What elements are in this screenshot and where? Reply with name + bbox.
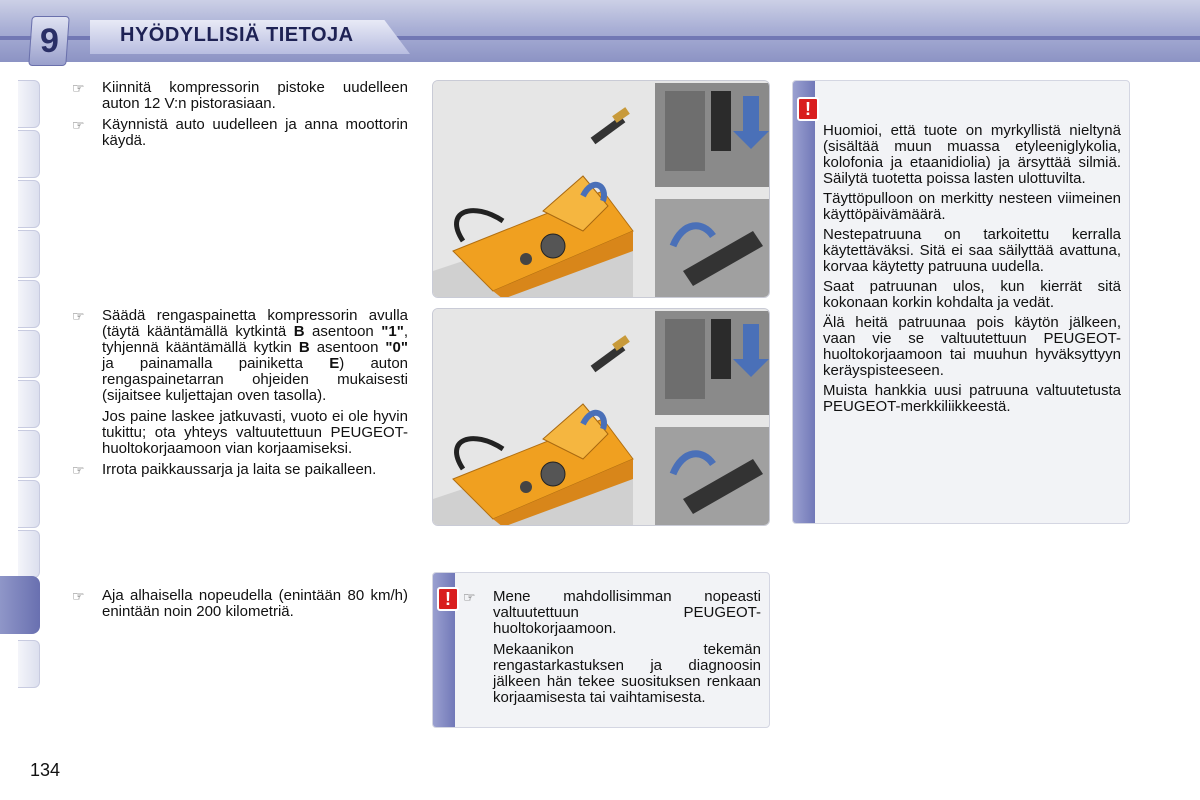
side-tab-active-chapter-9[interactable] (0, 576, 40, 634)
chapter-tab (28, 16, 69, 66)
instruction-text: Aja alhaisella nopeudella (enintään 80 km/h) enintään noin 200 kilometriä. (102, 587, 408, 620)
instruction-text: Käynnistä auto uudelleen ja anna moottorin käydä. (102, 116, 408, 149)
warning-exclamation-icon: ! (437, 587, 459, 611)
warning-box-sealant (792, 80, 1130, 524)
side-tab[interactable] (18, 180, 40, 228)
side-tab[interactable] (18, 130, 40, 178)
side-tab[interactable] (18, 480, 40, 528)
list-item (72, 80, 408, 112)
instructions-block-3 (72, 588, 408, 625)
side-tab[interactable] (18, 640, 40, 688)
warning-box-repair (432, 572, 770, 728)
compressor-illustration-2 (432, 308, 770, 526)
instruction-paragraph: Jos paine laskee jatkuvasti, vuoto ei ole hyvin tukittu; ota yhteys valtuutettuun PEUGEOT-huoltokorjaamoon vian korjaamiseksi. (102, 408, 408, 457)
instructions-block-1 (72, 80, 408, 154)
side-tab[interactable] (18, 280, 40, 328)
chapter-number: 9 (39, 21, 59, 60)
list-item (72, 462, 408, 478)
warning-paragraph: Älä heitä patruunaa pois käytön jälkeen, vaan vie se valtuutettuun PEUGEOT-huoltokorjaamoon tai muuhun hyväksyttyyn keräyspisteeseen. (823, 314, 1121, 379)
warning-paragraph: Huomioi, että tuote on myrkyllistä nieltynä (sisältää muun muassa etyleeniglykolia, kolofonia ja etaanidiolia) ja ärsyttää silmiä. Säilytä tuotetta poissa lasten ulottuvilta. (823, 122, 1121, 187)
side-tab[interactable] (18, 330, 40, 378)
warning-paragraph: Mekaanikon tekemän rengastarkastuksen ja diagnoosin jälkeen hän tekee suosituksen renkaan korjaamisesta tai vaihtamisesta. (493, 641, 761, 706)
compressor-drawing (433, 309, 770, 526)
instruction-text: Irrota paikkaussarja ja laita se paikalleen. (102, 461, 377, 478)
warning-paragraph: Muista hankkia uusi patruuna valtuutetusta PEUGEOT-merkkiliikkeestä. (823, 382, 1121, 415)
warning-bullet-text: Mene mahdollisimman nopeasti valtuutettuun PEUGEOT-huoltokorjaamoon. (493, 588, 761, 637)
warning-exclamation-icon: ! (797, 97, 819, 121)
warning-text (823, 123, 1121, 419)
compressor-drawing (433, 81, 770, 298)
list-item (463, 589, 761, 637)
pointing-hand-icon: ☞ (463, 589, 476, 605)
side-tab[interactable] (18, 80, 40, 128)
warning-text (463, 589, 761, 711)
pointing-hand-icon: ☞ (72, 117, 85, 133)
warning-paragraph: Saat patruunan ulos, kun kierrät sitä kokonaan korkin kohdalta ja vedät. (823, 278, 1121, 311)
instruction-text: Kiinnitä kompressorin pistoke uudelleen auton 12 V:n pistorasiaan. (102, 79, 408, 112)
page-title: HYÖDYLLISIÄ TIETOJA (120, 24, 354, 46)
warning-paragraph: Täyttöpulloon on merkitty nesteen viimeinen käyttöpäivämäärä. (823, 190, 1121, 223)
side-tab[interactable] (18, 530, 40, 578)
list-item (72, 117, 408, 149)
instructions-block-2 (72, 308, 408, 483)
pointing-hand-icon: ☞ (72, 462, 85, 478)
side-tab[interactable] (18, 230, 40, 278)
instruction-text: Säädä rengaspainetta kompressorin avulla (täytä kääntämällä kytkintä B asentoon "1", tyhjennä kääntämällä kytkin B asentoon "0" ja painamalla painiketta E) auton rengaspainetarran ohjeiden mukaisesti (sijaitsee kuljettajan oven tasolla). (102, 307, 409, 404)
pointing-hand-icon: ☞ (72, 80, 85, 96)
list-item (72, 588, 408, 620)
side-tab[interactable] (18, 430, 40, 478)
list-item (72, 308, 408, 404)
page-number: 134 (30, 760, 61, 780)
compressor-illustration-1 (432, 80, 770, 298)
warning-paragraph: Nestepatruuna on tarkoitettu kerralla käytettäväksi. Sitä ei saa säilyttää avattuna, korvaa käytetty patruuna uudella. (823, 226, 1121, 275)
pointing-hand-icon: ☞ (72, 308, 85, 324)
warning-accent-bar (793, 81, 815, 523)
pointing-hand-icon: ☞ (72, 588, 85, 604)
side-tab[interactable] (18, 380, 40, 428)
